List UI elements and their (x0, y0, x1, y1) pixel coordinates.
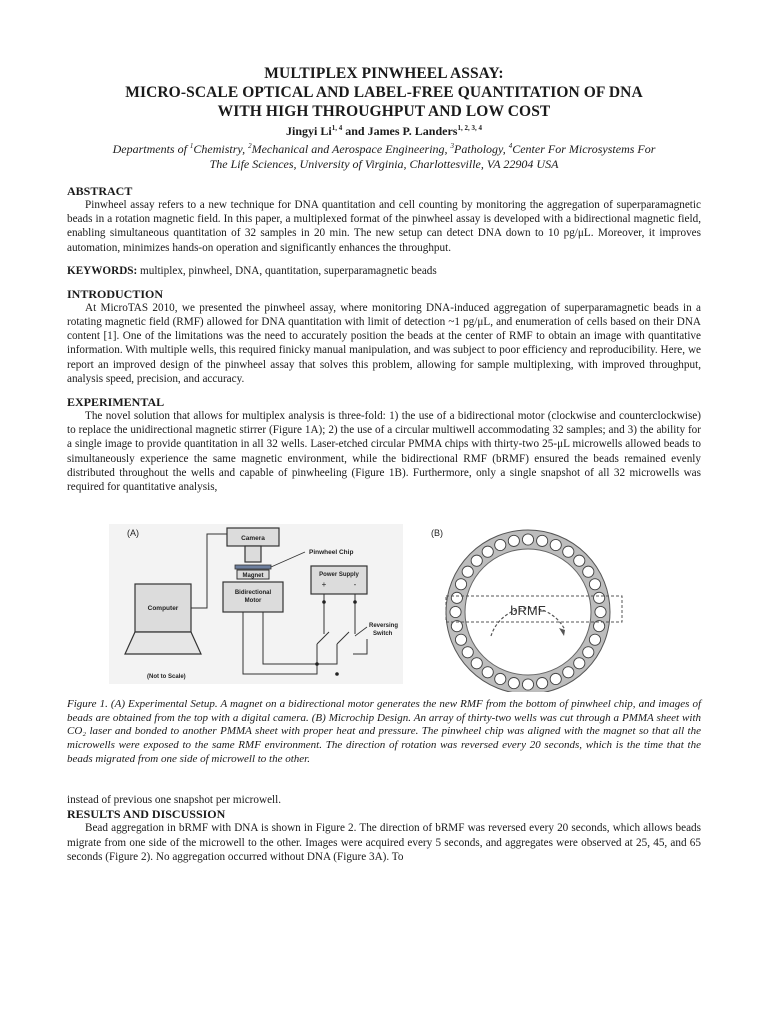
not-to-scale-note: (Not to Scale) (147, 674, 186, 681)
results-text: Bead aggregation in bRMF with DNA is shown in Figure 2. The direction of bRMF was reversed every 20 seconds, which allows beads migrate from one side of the microwell to the other. Images were acquired every 5 seconds, and aggregates were observed at 25, 45, and 65 seconds (Figure 2). No aggregation occurred without DNA (Figure 3A). To (67, 822, 701, 863)
author-superscript: 1, 4 (331, 124, 343, 132)
switch-label-line-2: Switch (373, 631, 393, 638)
author-name: James P. Landers (367, 124, 458, 138)
affiliations (67, 139, 701, 172)
brmf-label: bRMF (510, 603, 546, 619)
bidirectional-motor-icon (223, 582, 283, 612)
results-heading: RESULTS AND DISCUSSION (67, 807, 226, 822)
paper-title (67, 64, 701, 121)
author-name: Jingyi Li (286, 124, 332, 138)
microwell (455, 579, 466, 590)
figure-1 (67, 524, 701, 692)
abstract-heading: ABSTRACT (67, 184, 133, 198)
motor-label-line-1: Bidirectional (234, 590, 272, 597)
power-supply-label: Power Supply (319, 572, 359, 579)
experimental-heading: EXPERIMENTAL (67, 395, 165, 410)
microwell (451, 593, 462, 604)
affiliation-sup: 1 (189, 142, 194, 150)
author-list (67, 121, 701, 139)
microwell (574, 658, 585, 669)
title-line-1: MULTIPLEX PINWHEEL ASSAY: (264, 65, 504, 82)
microwell (482, 546, 493, 557)
panel-a-label: (A) (127, 528, 139, 539)
affiliation-text: Pathology, (454, 142, 509, 156)
introduction-heading: INTRODUCTION (67, 286, 164, 301)
pinwheel-chip-icon (235, 565, 271, 569)
microwell (589, 634, 600, 645)
microwell (471, 555, 482, 566)
microwell (537, 536, 548, 547)
microwell (589, 579, 600, 590)
microwell (583, 566, 594, 577)
microwell (482, 667, 493, 678)
affiliation-text: Mechanical and Aerospace Engineering, (251, 142, 451, 156)
abstract-section (67, 184, 701, 255)
affiliation-text: Departments of (112, 142, 190, 156)
microwell (583, 647, 594, 658)
microwell (462, 647, 473, 658)
computer-icon (125, 584, 201, 654)
microwell (508, 678, 519, 689)
keywords-label: KEYWORDS: (67, 264, 138, 277)
title-line-2: MICRO-SCALE OPTICAL AND LABEL-FREE QUANTITATION OF DNA (125, 84, 643, 101)
microwell (495, 540, 506, 551)
affiliation-line-1 (67, 139, 701, 157)
experimental-text: The novel solution that allows for multiplex analysis is three-fold: 1) the use of a bidirectional motor (clockwise and counterclockwise) to replace the unidirectional magnetic stirrer (Figure 1A); 2) the use of a circular multiwell accommodating 32 samples; and 3) the ability for a single image to provide quantitation in all 32 wells. Laser-etched circular PMMA chips with thirty-two 25-μL microwells allowed beads to simultaneously experience the same magnetic environment, while the bidirectional RMF (bRMF) ensured the beads remained evenly distributed throughout the wells and capable of pinwheeling (Figure 1B). Furthermore, only a single snapshot of all 32 microwells was required for quantitative analysis, (67, 410, 701, 494)
microwell (522, 679, 533, 690)
panel-b-label: (B) (431, 528, 443, 539)
experimental-section (67, 395, 701, 494)
continuation-text: instead of previous one snapshot per microwell. (67, 794, 282, 807)
affiliation-line-2: The Life Sciences, University of Virginia, Charlottesville, VA 22904 USA (209, 157, 559, 171)
affiliation-sup: 4 (508, 142, 513, 150)
computer-label: Computer (147, 605, 179, 613)
microwell (574, 555, 585, 566)
microwell (550, 540, 561, 551)
microwell (563, 546, 574, 557)
author-superscript: 1, 2, 3, 4 (457, 124, 482, 132)
microwell (471, 658, 482, 669)
affiliation-sup: 2 (248, 142, 252, 150)
affiliation-text: Center For Microsystems For (512, 142, 656, 156)
pinwheel-chip-label: Pinwheel Chip (309, 549, 354, 557)
introduction-text: At MicroTAS 2010, we presented the pinwheel assay, where monitoring DNA-induced aggregation of superparamagnetic beads in a rotating magnetic field (RMF) allowed for DNA quantitation with limit of detection ~1 pg/μL, and enumeration of cells based on their DNA content [1]. One of the limitations was the need to accurately position the beads at the center of RMF to obtain an image with quantitative information. With multiple wells, this required finicky manual manipulation, and was subject to poor efficiency and reproducibility. Here, we report an improved design of the pinwheel assay that solves this problem, allowing for sample multiplexing, with improved throughput, analysis speed, precision, and accuracy. (67, 301, 701, 385)
microwell (495, 674, 506, 685)
microwell (508, 536, 519, 547)
affiliation-sup: 3 (450, 142, 455, 150)
camera-label: Camera (241, 535, 265, 543)
microchip-diagram (446, 530, 622, 692)
introduction-section (67, 287, 701, 386)
switch-label-line-1: Reversing (369, 623, 399, 630)
figure-1-graphic (67, 524, 701, 692)
keywords (67, 264, 701, 278)
microwell (550, 674, 561, 685)
keywords-text: multiplex, pinwheel, DNA, quantitation, superparamagnetic beads (137, 264, 437, 277)
power-supply-icon (311, 566, 367, 594)
microwell (537, 678, 548, 689)
motor-label-line-2: Motor (244, 598, 262, 605)
paper-page (67, 64, 701, 864)
results-section (67, 807, 701, 864)
abstract-text: Pinwheel assay refers to a new technique for DNA quantitation and cell counting by monitoring the aggregation of superparamagnetic beads in a rotation magnetic field. In this paper, a multiplexed format of the pinwheel assay is developed with a bidirectional magnetic field, enabling simultaneous quantitation of 32 samples in 20 min. The new setup can detect DNA down to 10 pg/μL. Moreover, it improves automation, minimizes hands-on operation and significantly enhances the throughput. (67, 199, 701, 254)
microwell (462, 566, 473, 577)
microwell (595, 607, 606, 618)
microwell (563, 667, 574, 678)
power-plus-label: + (321, 580, 327, 590)
microwell (522, 534, 533, 545)
magnet-label: Magnet (242, 573, 264, 580)
figure-caption: Figure 1. (A) Experimental Setup. A magnet on a bidirectional motor generates the new RMF from the bottom of pinwheel chip, and images of beads are obtained from the top with a digital camera. (B) Microchip Design. An array of thirty-two wells was cut through a PMMA sheet with CO₂ laser and bonded to another PMMA sheet with proper heat and pressure. The pinwheel chip was aligned with the magnet so that all the microwells were exposed to the same RMF environment. The direction of rotation was reversed every 20 seconds, which is the time that the beads migrated from one side of microwell to the other. (67, 698, 701, 765)
author-conjunction: and (342, 124, 368, 138)
title-line-3: WITH HIGH THROUGHPUT AND LOW COST (217, 103, 551, 120)
microwell (594, 593, 605, 604)
microwell (450, 607, 461, 618)
power-minus-label: - (353, 580, 357, 590)
affiliation-text: Chemistry, (193, 142, 249, 156)
microwell (455, 634, 466, 645)
